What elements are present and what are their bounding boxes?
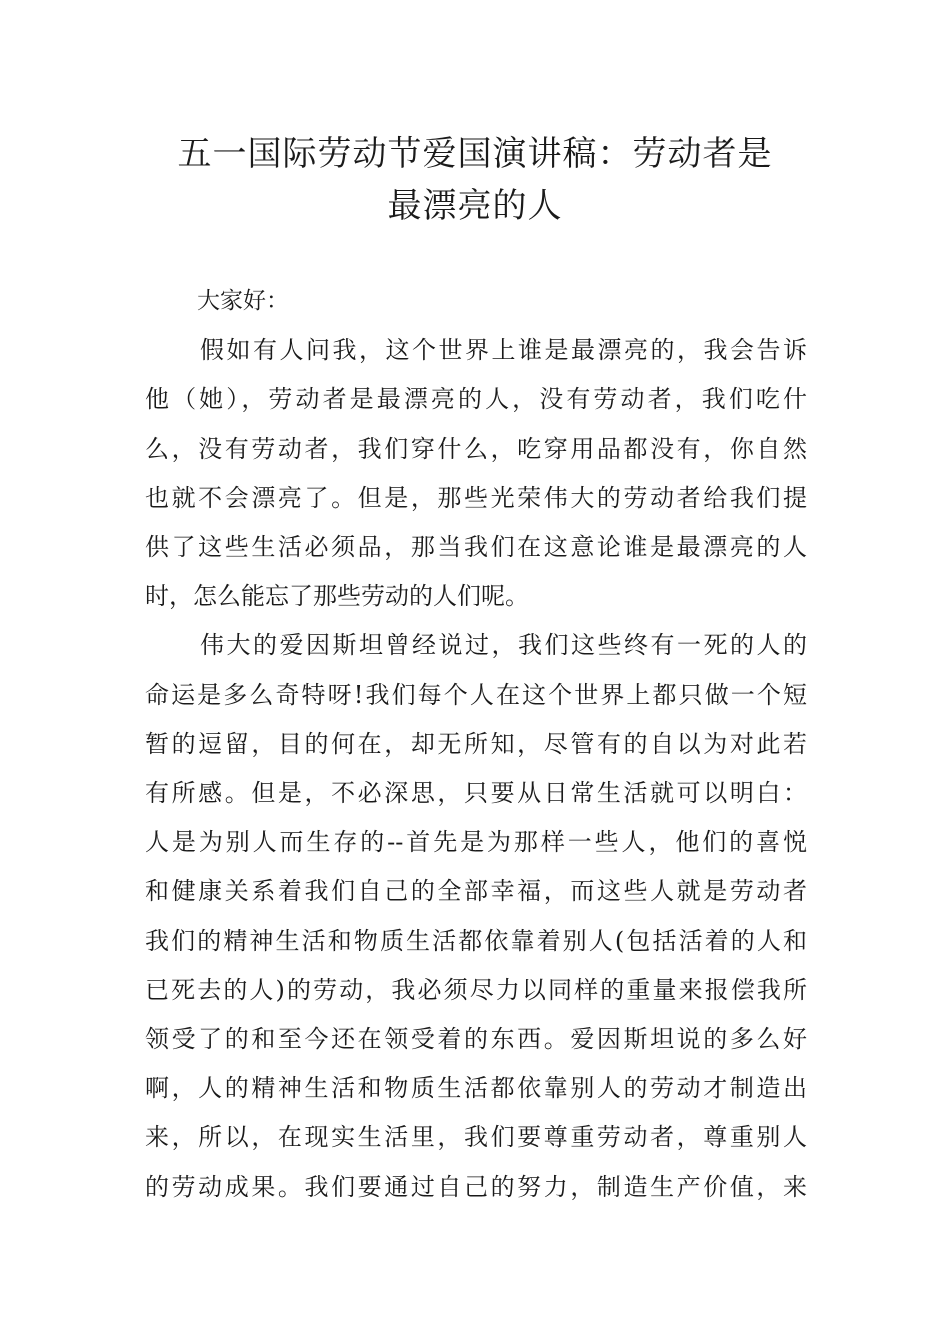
text-line: 也就不会漂亮了。但是，那些光荣伟大的劳动者给我们提: [145, 483, 807, 512]
text-line: 有所感。但是，不必深思，只要从日常生活就可以明白：: [145, 779, 807, 808]
text-line: 人是为别人而生存的--首先是为那样一些人，他们的喜悦: [145, 828, 807, 857]
title-line: 五一国际劳动节爱国演讲稿：劳动者是: [177, 134, 773, 174]
document-title: [140, 128, 810, 232]
text-line: 啊，人的精神生活和物质生活都依靠别人的劳动才制造出: [145, 1074, 807, 1103]
text-line: 供了这些生活必须品，那当我们在这意论谁是最漂亮的人: [145, 533, 807, 562]
text-line: 暂的逗留，目的何在，却无所知，尽管有的自以为对此若: [145, 729, 807, 758]
text-line: 领受了的和至今还在领受着的东西。爱因斯坦说的多么好: [145, 1025, 807, 1054]
paragraph-1: [145, 326, 807, 621]
text-line: 的劳动成果。我们要通过自己的努力，制造生产价值，来: [145, 1172, 807, 1201]
text-line: 我们的精神生活和物质生活都依靠着别人(包括活着的人和: [145, 926, 807, 955]
text-line: 来，所以，在现实生活里，我们要尊重劳动者，尊重别人: [145, 1123, 807, 1152]
greeting: 大家好：: [197, 288, 289, 314]
text-line: 么，没有劳动者，我们穿什么，吃穿用品都没有，你自然: [145, 434, 807, 463]
text-line: 假如有人问我，这个世界上谁是最漂亮的，我会告诉: [200, 336, 807, 365]
text-line: 已死去的人)的劳动，我必须尽力以同样的重量来报偿我所: [145, 975, 807, 1004]
text-line: 时，怎么能忘了那些劳动的人们呢。: [145, 582, 529, 611]
document-body: [145, 277, 807, 1212]
title-line: 最漂亮的人: [387, 186, 563, 226]
text-line: 和健康关系着我们自己的全部幸福，而这些人就是劳动者: [145, 877, 807, 906]
paragraph-2: [145, 621, 807, 1211]
text-line: 伟大的爱因斯坦曾经说过，我们这些终有一死的人的: [200, 631, 807, 660]
text-line: 他（她），劳动者是最漂亮的人，没有劳动者，我们吃什: [145, 385, 807, 414]
text-line: 命运是多么奇特呀!我们每个人在这个世界上都只做一个短: [145, 680, 807, 709]
